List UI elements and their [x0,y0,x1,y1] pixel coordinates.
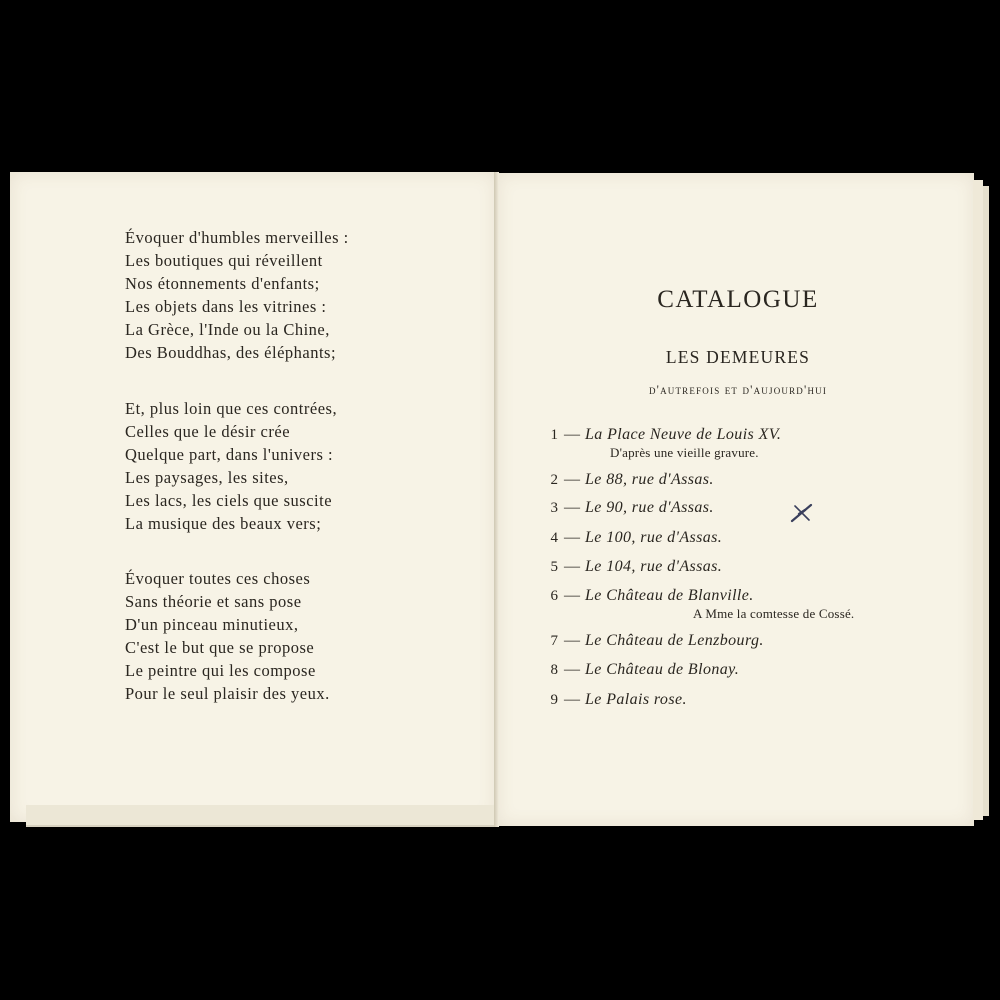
verse-line: Évoquer d'humbles merveilles : [125,228,349,247]
section-subtitle: d'autrefois et d'aujourd'hui [648,383,828,397]
catalogue-item [520,661,940,679]
catalogue-item [520,558,940,576]
catalogue-item [520,587,940,622]
right-page-edge-inner [983,186,989,816]
item-dash: — [564,632,580,649]
poem-stanza-3 [125,567,330,705]
verse-line: Les boutiques qui réveillent [125,251,323,270]
item-note: A Mme la comtesse de Cossé. [693,606,855,621]
item-dash: — [564,691,580,708]
verse-line: La musique des beaux vers; [125,514,322,533]
catalogue-title: CATALOGUE [657,286,819,313]
pencil-cross-mark-icon [789,501,815,525]
catalogue-item [520,471,940,489]
catalogue-item [520,529,940,547]
item-dash: — [564,587,580,604]
catalogue-item [520,691,940,709]
item-number: 8 [550,662,558,678]
verse-line: Quelque part, dans l'univers : [125,445,334,464]
item-number: 9 [550,692,558,708]
item-dash: — [564,499,580,516]
item-dash: — [564,529,580,546]
item-number: 7 [550,633,558,649]
item-number: 4 [550,530,558,546]
verse-line: Celles que le désir crée [125,422,291,441]
verse-line: Des Bouddhas, des éléphants; [125,343,337,362]
item-title: Le Palais rose. [585,691,687,708]
item-dash: — [564,661,580,678]
item-note: D'après une vieille gravure. [610,445,759,460]
item-title: Le 90, rue d'Assas. [585,499,714,516]
verse-line: D'un pinceau minutieux, [125,615,299,634]
right-page-edge [973,180,983,820]
item-number: 1 [550,427,558,443]
item-dash: — [564,426,580,443]
item-title: Le Château de Blanville. [585,587,754,604]
catalogue-item [520,426,940,461]
verse-line: C'est le but que se propose [125,638,315,657]
item-dash: — [564,471,580,488]
verse-line: Le peintre qui les compose [125,661,316,680]
item-dash: — [564,558,580,575]
verse-line: Évoquer toutes ces choses [125,569,311,588]
poem-stanza-1 [125,226,349,364]
item-number: 2 [550,472,558,488]
verse-line: La Grèce, l'Inde ou la Chine, [125,320,330,339]
verse-line: Sans théorie et sans pose [125,592,302,611]
verse-line: Nos étonnements d'enfants; [125,274,320,293]
item-number: 6 [550,588,558,604]
item-title: Le 100, rue d'Assas. [585,529,723,546]
item-title: Le Château de Lenzbourg. [585,632,764,649]
item-title: Le Château de Blonay. [585,661,740,678]
verse-line: Pour le seul plaisir des yeux. [125,684,330,703]
item-number: 3 [550,500,558,516]
item-number: 5 [550,559,558,575]
item-title: La Place Neuve de Louis XV. [585,426,782,443]
book-gutter [494,172,499,827]
section-title: LES DEMEURES [665,347,811,367]
poem-stanza-2 [125,397,337,535]
item-title: Le 104, rue d'Assas. [585,558,723,575]
item-title: Le 88, rue d'Assas. [585,471,714,488]
verse-line: Les objets dans les vitrines : [125,297,327,316]
left-page-deckle-edge [26,805,496,827]
catalogue-item [520,499,940,517]
verse-line: Et, plus loin que ces contrées, [125,399,338,418]
catalogue-item [520,632,940,650]
verse-line: Les paysages, les sites, [125,468,289,487]
verse-line: Les lacs, les ciels que suscite [125,491,333,510]
